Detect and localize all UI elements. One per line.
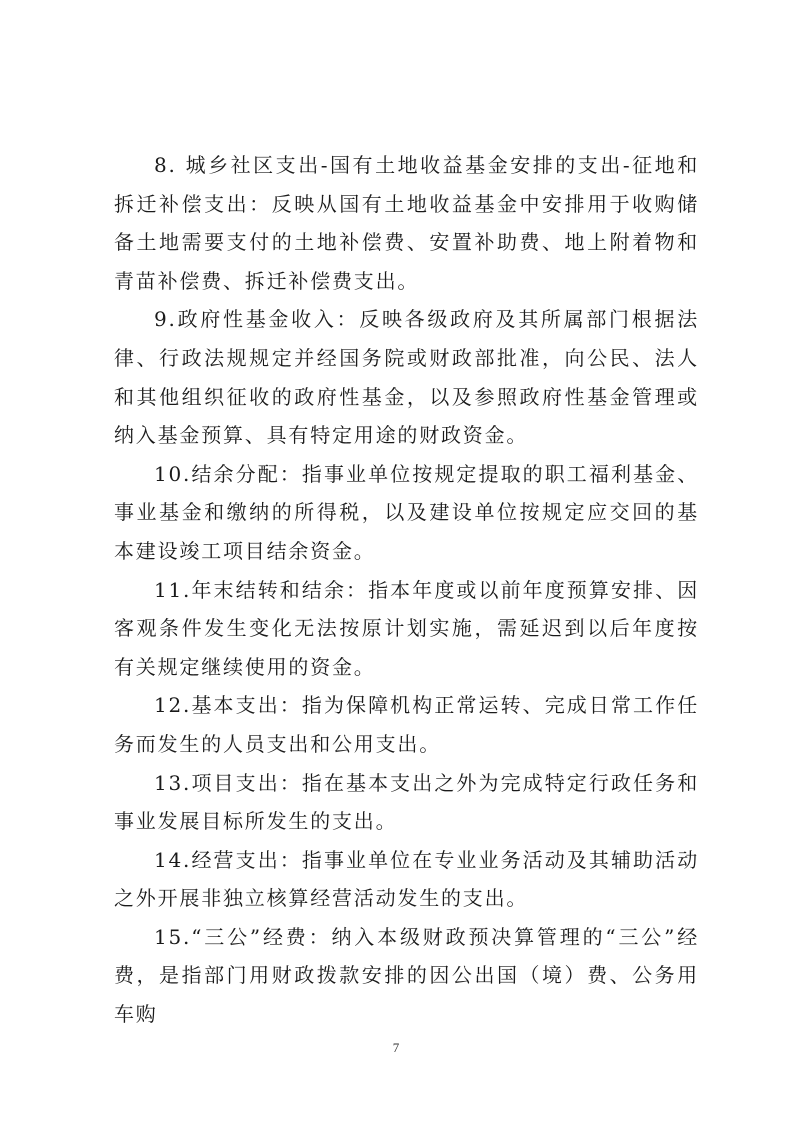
page-number: 7 xyxy=(392,1040,400,1055)
paragraph-item-9: 9.政府性基金收入：反映各级政府及其所属部门根据法律、行政法规规定并经国务院或财政部批准，向公民、法人和其他组织征收的政府性基金，以及参照政府性基金管理或纳入基金预算、具有特定用途的财政资金。 xyxy=(114,307,699,448)
paragraph-item-8: 8. 城乡社区支出-国有土地收益基金安排的支出-征地和拆迁补偿支出：反映从国有土地收益基金中安排用于收购储备土地需要支付的土地补偿费、安置补助费、地上附着物和青苗补偿费、拆迁补偿费支出。 xyxy=(114,153,699,293)
paragraph-item-13: 13.项目支出：指在基本支出之外为完成特定行政任务和事业发展目标所发生的支出。 xyxy=(114,770,699,834)
paragraph-item-15: 15.“三公”经费：纳入本级财政预决算管理的“三公”经费，是指部门用财政拨款安排的因公出国（境）费、公务用车购 xyxy=(114,924,699,1027)
paragraph-item-11: 11.年末结转和结余：指本年度或以前年度预算安排、因客观条件发生变化无法按原计划实施，需延迟到以后年度按有关规定继续使用的资金。 xyxy=(114,577,699,679)
paragraph-item-14: 14.经营支出：指事业单位在专业业务活动及其辅助活动之外开展非独立核算经营活动发生的支出。 xyxy=(114,847,699,911)
paragraph-item-10: 10.结余分配：指事业单位按规定提取的职工福利基金、事业基金和缴纳的所得税，以及建设单位按规定应交回的基本建设竣工项目结余资金。 xyxy=(114,461,699,563)
body-text xyxy=(114,146,699,1034)
paragraph-item-12: 12.基本支出：指为保障机构正常运转、完成日常工作任务而发生的人员支出和公用支出。 xyxy=(114,693,699,756)
